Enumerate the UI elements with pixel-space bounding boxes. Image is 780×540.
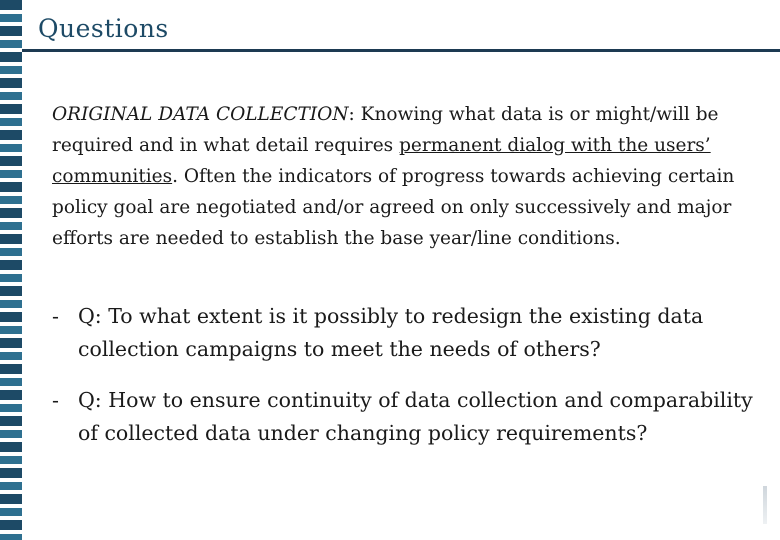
corner-decoration [763,486,767,524]
intro-text-part-2: . Often the indicators of progress towards achieving certain policy goal are negotiated and/or agreed on only successively and major efforts are needed to establish the base year/line conditions. [52,166,735,249]
question-item [52,300,764,366]
slide-title: Questions [38,14,169,43]
question-text: Q: How to ensure continuity of data collection and comparability of collected data under changing policy requirements? [78,388,753,445]
question-text: Q: To what extent is it possibly to redesign the existing data collection campaigns to meet the needs of others? [78,304,704,361]
bullet-dash: - [52,388,59,412]
intro-paragraph [52,99,762,254]
question-list [52,300,764,468]
intro-text-part-1: : Knowing what data is or might/will be required and in what detail requires [52,104,719,156]
intro-emphasis: permanent dialog with the users’ communities [52,135,711,187]
question-item [52,384,764,450]
bullet-dash: - [52,304,59,328]
decorative-side-strip [0,0,22,540]
intro-lead-term: ORIGINAL DATA COLLECTION [52,104,349,125]
title-divider [22,49,780,52]
